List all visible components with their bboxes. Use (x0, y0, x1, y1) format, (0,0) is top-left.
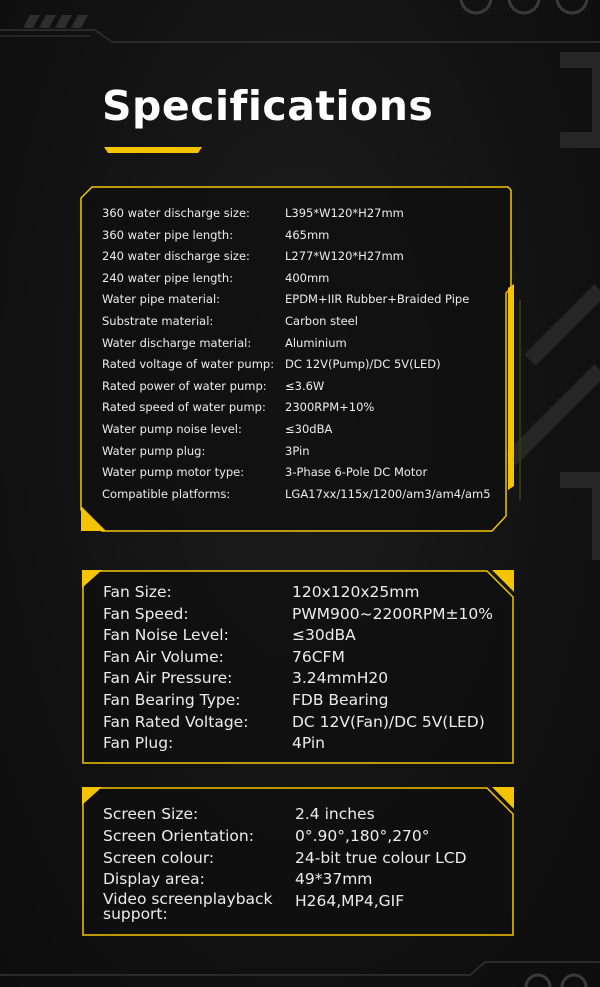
spec-label: Fan Speed: (103, 604, 189, 623)
spec-value: 24-bit true colour LCD (295, 848, 467, 867)
spec-value: ≤30dBA (292, 626, 356, 645)
top-left-stripes (23, 15, 88, 28)
page-title: Specifications (102, 82, 434, 130)
spec-value: 2.4 inches (295, 805, 375, 823)
spec-value: EPDM+IIR Rubber+Braided Pipe (285, 292, 470, 307)
spec-value: DC 12V(Pump)/DC 5V(LED) (285, 357, 441, 372)
spec-value: 76CFM (292, 647, 345, 666)
spec-label: Fan Air Pressure: (103, 669, 233, 688)
spec-value: 3-Phase 6-Pole DC Motor (285, 465, 428, 480)
spec-label: Rated voltage of water pump: (102, 357, 275, 372)
spec-label: 240 water pipe length: (102, 270, 234, 285)
spec-label: Display area: (103, 870, 205, 889)
spec-value: ≤30dBA (285, 422, 333, 436)
spec-label: Fan Air Volume: (103, 647, 224, 666)
spec-value: FDB Bearing (292, 691, 389, 709)
spec-label: Video screenplayback support: (103, 890, 273, 924)
spec-label: 240 water discharge size: (102, 249, 250, 264)
spec-value: LGA17xx/115x/1200/am3/am4/am5 (285, 486, 491, 501)
spec-label: Rated power of water pump: (102, 378, 267, 393)
spec-value: PWM900~2200RPM±10% (292, 604, 493, 623)
spec-label: Screen Orientation: (103, 826, 254, 845)
pump-specs-panel (80, 186, 512, 532)
spec-value: 3.24mmH20 (292, 669, 389, 688)
spec-value: Carbon steel (285, 314, 358, 328)
spec-label: Water pump motor type: (102, 465, 245, 480)
spec-value: DC 12V(Fan)/DC 5V(LED) (292, 712, 485, 731)
bottom-right-circles (526, 975, 586, 987)
spec-label: Fan Plug: (103, 734, 174, 753)
spec-label: Water pump noise level: (102, 422, 242, 436)
spec-label: Screen colour: (103, 848, 215, 867)
spec-value: L395*W120*H27mm (285, 206, 404, 220)
spec-label: Water pump plug: (102, 443, 206, 458)
spec-label: Fan Bearing Type: (103, 691, 241, 709)
spec-value: ≤3.6W (285, 378, 325, 393)
spec-value: Aluminium (285, 335, 347, 350)
spec-value: 0°.90°,180°,270° (295, 826, 430, 845)
title-underline (104, 147, 202, 153)
spec-label: Fan Rated Voltage: (103, 712, 249, 731)
fan-specs-panel (82, 570, 514, 766)
spec-value: L277*W120*H27mm (285, 249, 404, 264)
spec-label: Substrate material: (102, 314, 214, 328)
spec-value: 2300RPM+10% (285, 400, 375, 415)
spec-label: Fan Noise Level: (103, 626, 229, 645)
spec-value: 120x120x25mm (292, 583, 420, 601)
top-right-circles (461, 0, 587, 13)
spec-value: 465mm (285, 227, 330, 242)
spec-label: Compatible platforms: (102, 486, 231, 501)
spec-label: Screen Size: (103, 805, 199, 823)
spec-value: 49*37mm (295, 870, 373, 889)
spec-label: Rated speed of water pump: (102, 400, 266, 415)
spec-value: 4Pin (292, 734, 325, 753)
spec-label: Water pipe material: (102, 292, 221, 307)
spec-label: 360 water discharge size: (102, 206, 250, 220)
screen-specs-panel (82, 787, 514, 937)
spec-value: 400mm (285, 270, 330, 285)
spec-label: Fan Size: (103, 583, 172, 601)
spec-label: 360 water pipe length: (102, 227, 234, 242)
spec-value: H264,MP4,GIF (295, 892, 405, 911)
spec-label: Water discharge material: (102, 335, 252, 350)
side-glyphs (510, 60, 600, 560)
spec-value: 3Pin (285, 443, 310, 458)
